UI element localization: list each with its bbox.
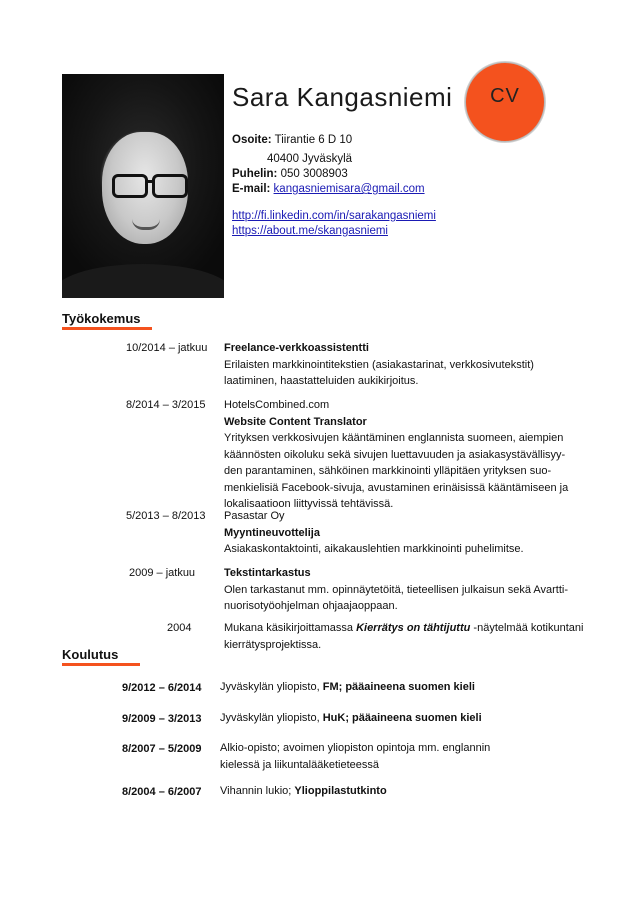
education-entry — [220, 740, 490, 773]
work-desc-text: -näytelmää kotikuntani — [470, 622, 584, 634]
play-title: Kierrätys on tähtijuttu — [356, 622, 471, 634]
work-date: 8/2014 – 3/2015 — [126, 399, 206, 411]
education-school: Jyväskylän yliopisto, — [220, 681, 323, 693]
address-line2: 40400 Jyväskylä — [267, 153, 353, 165]
phone-label: Puhelin: — [232, 168, 278, 180]
address-row — [232, 134, 352, 146]
work-date: 10/2014 – jatkuu — [126, 342, 208, 354]
work-section-title: Työkokemus — [62, 311, 141, 326]
work-entry — [224, 397, 568, 513]
phone-row — [232, 168, 348, 180]
photo-glasses-left — [112, 174, 148, 198]
education-entry — [220, 710, 482, 727]
phone-value: 050 3008903 — [280, 168, 348, 180]
education-date: 9/2012 – 6/2014 — [122, 682, 202, 694]
work-desc-line: kierrätysprojektissa. — [224, 638, 322, 651]
work-title: Tekstintarkastus — [224, 567, 311, 579]
profile-photo — [62, 74, 224, 298]
work-entry — [224, 508, 524, 558]
education-entry — [220, 783, 387, 800]
address-label: Osoite: — [232, 134, 272, 146]
cv-badge-label: CV — [490, 85, 520, 107]
education-date: 8/2004 – 6/2007 — [122, 786, 202, 798]
address-line1: Tiirantie 6 D 10 — [274, 134, 353, 146]
work-title: Website Content Translator — [224, 415, 367, 428]
education-entry — [220, 679, 475, 696]
work-desc-line: laatiminen, haastatteluiden aukikirjoitus. — [224, 375, 419, 387]
education-date: 9/2009 – 3/2013 — [122, 713, 202, 725]
work-desc-line: Yrityksen verkkosivujen kääntäminen englannista suomeen, aiempien — [224, 432, 564, 444]
work-desc-line: Asiakaskontaktointi, aikakauslehtien markkinointi puhelimitse. — [224, 543, 524, 555]
work-desc-line: nuorisotyöohjelman ohjaajaoppaan. — [224, 600, 398, 612]
education-school: Jyväskylän yliopisto, — [220, 712, 323, 724]
education-section-title: Koulutus — [62, 647, 119, 662]
work-employer: HotelsCombined.com — [224, 399, 330, 411]
education-school-line2: kielessä ja liikuntalääketieteessä — [220, 758, 379, 771]
work-title: Freelance-verkkoassistentti — [224, 342, 369, 354]
work-date: 2009 – jatkuu — [129, 567, 196, 579]
work-employer: Pasastar Oy — [224, 510, 285, 522]
work-desc-line: menkielisiä Facebook-sivuja, avustaminen erinäisissä kääntämiseen ja — [224, 481, 569, 494]
education-school: Vihannin lukio; — [220, 785, 295, 797]
education-school: Alkio-opisto; avoimen yliopiston opintoja mm. englannin — [220, 742, 491, 754]
person-name: Sara Kangasniemi — [232, 82, 453, 112]
work-entry — [224, 340, 534, 390]
cv-badge — [465, 62, 545, 142]
work-desc-line: Olen tarkastanut mm. opinnäytetöitä, tieteellisen julkaisun sekä Avartti- — [224, 583, 569, 596]
work-desc-line — [224, 620, 583, 637]
education-degree: Ylioppilastutkinto — [294, 785, 387, 797]
work-entry — [224, 565, 568, 615]
education-date: 8/2007 – 5/2009 — [122, 743, 202, 755]
work-date: 2004 — [167, 622, 192, 634]
aboutme-link[interactable]: https://about.me/skangasniemi — [232, 225, 388, 237]
work-section-underline — [62, 327, 152, 330]
work-desc-line: den parantaminen, sähköinen markkinointi ylläpitäen yrityksen suo- — [224, 465, 552, 477]
work-desc-line: Erilaisten markkinointitekstien (asiakastarinat, verkkosivutekstit) — [224, 358, 534, 371]
email-label: E-mail: — [232, 183, 271, 195]
work-desc-line: käännösten oikoluku sekä sivujen luettavuuden ja asiakasystävällisyy- — [224, 448, 566, 461]
email-link[interactable]: kangasniemisara@gmail.com — [273, 183, 425, 195]
education-section-underline — [62, 663, 140, 666]
work-entry — [224, 620, 583, 653]
work-desc-line: lokalisaatioon liittyvissä tehtävissä. — [224, 498, 394, 510]
photo-shoulders — [62, 264, 224, 298]
work-title: Myyntineuvottelija — [224, 526, 320, 539]
work-date: 5/2013 – 8/2013 — [126, 510, 206, 522]
linkedin-link[interactable]: http://fi.linkedin.com/in/sarakangasniemi — [232, 210, 436, 222]
work-desc-text: Mukana käsikirjoittamassa — [224, 622, 357, 634]
education-degree: HuK; pääaineena suomen kieli — [322, 712, 482, 724]
education-degree: FM; pääaineena suomen kieli — [322, 681, 475, 693]
email-row — [232, 183, 425, 195]
photo-glasses-right — [152, 174, 188, 198]
